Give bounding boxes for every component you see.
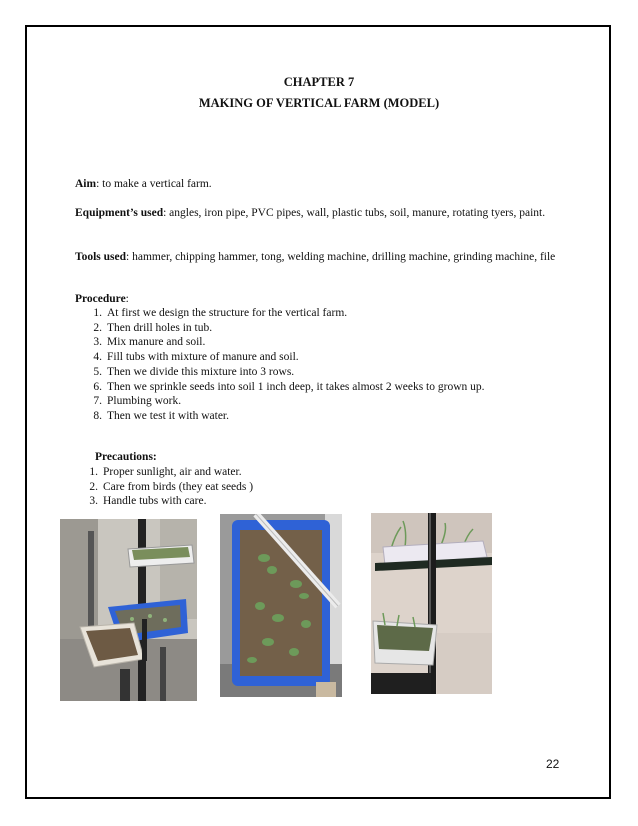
procedure-step [90, 365, 560, 380]
precautions-heading: Precautions: [95, 451, 157, 463]
precaution-number: 2. [89, 480, 98, 493]
procedure-heading [75, 292, 560, 307]
procedure-list [90, 306, 560, 424]
step-text: Then drill holes in tub. [107, 321, 213, 334]
step-text: Then we test it with water. [107, 409, 229, 422]
procedure-label: Procedure [75, 293, 126, 305]
procedure-step [90, 335, 560, 350]
procedure-step [90, 380, 560, 395]
procedure-step [90, 350, 560, 365]
precaution-item [86, 465, 486, 480]
photo-1-drawing [60, 519, 197, 701]
step-text: Mix manure and soil. [107, 336, 206, 349]
aim-label: Aim [75, 178, 97, 190]
tools-paragraph [75, 250, 560, 265]
step-number: 8. [93, 409, 102, 422]
photo-2-drawing [220, 514, 342, 697]
pole-with-tubs-photo [371, 513, 492, 694]
rotating-tub-stand-photo [60, 519, 197, 701]
precaution-number: 3. [89, 495, 98, 508]
precaution-text: Care from birds (they eat seeds ) [103, 480, 254, 493]
equipments-text: : angles, iron pipe, PVC pipes, wall, plastic tubs, soil, manure, rotating tyers, paint. [163, 207, 546, 219]
step-number: 3. [93, 336, 102, 349]
procedure-step [90, 394, 560, 409]
tools-text: : hammer, chipping hammer, tong, welding machine, drilling machine, grinding machine, file [126, 251, 556, 263]
step-text: At first we design the structure for the vertical farm. [107, 307, 348, 319]
procedure-step [90, 306, 560, 321]
aim-text: : to make a vertical farm. [96, 178, 212, 190]
equipments-label: Equipment’s used [75, 207, 164, 219]
step-number: 5. [93, 365, 102, 378]
aim-paragraph [75, 177, 560, 192]
step-number: 4. [93, 351, 102, 364]
step-number: 6. [93, 380, 102, 393]
page-number: 22 [546, 757, 560, 771]
step-number: 7. [93, 395, 102, 408]
precautions-list [86, 465, 486, 509]
procedure-step [90, 321, 560, 336]
equipments-paragraph [75, 206, 560, 221]
precaution-text: Handle tubs with care. [103, 495, 207, 508]
precaution-number: 1. [89, 466, 98, 478]
step-text: Then we sprinkle seeds into soil 1 inch deep, it takes almost 2 weeks to grown up. [107, 380, 485, 393]
step-text: Plumbing work. [107, 395, 182, 408]
procedure-step [90, 409, 560, 424]
tools-label: Tools used [75, 251, 127, 263]
step-text: Fill tubs with mixture of manure and soil. [107, 351, 299, 364]
step-number: 1. [93, 307, 102, 319]
chapter-title: MAKING OF VERTICAL FARM (MODEL) [198, 96, 440, 110]
procedure-colon: : [125, 293, 129, 305]
precaution-item [86, 480, 486, 495]
chapter-number: CHAPTER 7 [283, 75, 355, 89]
seedling-tub-closeup-photo [220, 514, 342, 697]
step-number: 2. [93, 321, 102, 334]
photo-3-drawing [371, 513, 492, 694]
precaution-text: Proper sunlight, air and water. [103, 466, 242, 478]
step-text: Then we divide this mixture into 3 rows. [107, 365, 295, 378]
precaution-item [86, 494, 486, 509]
